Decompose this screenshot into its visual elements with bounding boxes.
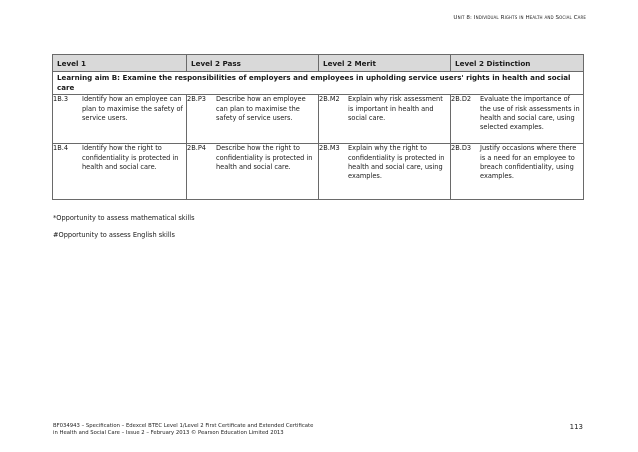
criterion-code: 1B.4 bbox=[53, 144, 69, 153]
criterion-cell bbox=[53, 144, 187, 200]
criterion-cell bbox=[53, 95, 187, 144]
criterion-code: 2B.P4 bbox=[187, 144, 206, 153]
table-row bbox=[53, 144, 584, 200]
criterion-code: 1B.3 bbox=[53, 95, 69, 104]
learning-aim-row bbox=[53, 72, 584, 95]
criterion-text: Explain why risk assessment is important in health and social care. bbox=[348, 95, 443, 122]
criterion-cell bbox=[451, 144, 584, 200]
table-header-row bbox=[53, 55, 584, 72]
criterion-text: Describe how an employee can plan to maximise the safety of service users. bbox=[216, 95, 306, 122]
criterion-cell bbox=[319, 144, 451, 200]
header-level-2-merit: Level 2 Merit bbox=[319, 55, 451, 72]
criterion-text: Identify how an employee can plan to maximise the safety of service users. bbox=[82, 95, 183, 122]
criterion-code: 2B.M3 bbox=[319, 144, 340, 153]
criterion-text: Identify how the right to confidentiality is protected in health and social care. bbox=[82, 144, 179, 171]
grading-criteria-table bbox=[52, 54, 584, 200]
running-head: Unit 8: Individual Rights in Health and Social Care bbox=[453, 15, 586, 21]
criterion-cell bbox=[451, 95, 584, 144]
criterion-text: Describe how the right to confidentiality is protected in health and social care. bbox=[216, 144, 313, 171]
criterion-code: 2B.P3 bbox=[187, 95, 206, 104]
criterion-code: 2B.D3 bbox=[451, 144, 472, 153]
footer bbox=[53, 423, 313, 438]
note-maths-skills: *Opportunity to assess mathematical skills bbox=[53, 214, 195, 222]
page-number: 113 bbox=[569, 423, 583, 431]
criterion-cell bbox=[187, 144, 319, 200]
table-row bbox=[53, 95, 584, 144]
header-level-2-pass: Level 2 Pass bbox=[187, 55, 319, 72]
criterion-cell bbox=[187, 95, 319, 144]
criterion-text: Explain why the right to confidentiality is protected in health and social care, using examples. bbox=[348, 144, 445, 180]
note-english-skills: #Opportunity to assess English skills bbox=[53, 231, 175, 239]
footer-line-1: BF034943 – Specification – Edexcel BTEC Level 1/Level 2 First Certificate and Extended Certificate bbox=[53, 423, 314, 429]
header-level-2-distinction: Level 2 Distinction bbox=[451, 55, 584, 72]
criterion-code: 2B.D2 bbox=[451, 95, 472, 104]
header-level-1: Level 1 bbox=[53, 55, 187, 72]
footer-line-2: in Health and Social Care – Issue 2 – February 2013 © Pearson Education Limited 2013 bbox=[53, 430, 284, 437]
criterion-text: Evaluate the importance of the use of risk assessments in health and social care, using selected examples. bbox=[480, 95, 580, 131]
criterion-text: Justify occasions where there is a need for an employee to breach confidentiality, using examples. bbox=[480, 144, 577, 180]
criterion-cell bbox=[319, 95, 451, 144]
criterion-code: 2B.M2 bbox=[319, 95, 340, 104]
learning-aim: Learning aim B: Examine the responsibilities of employers and employees in upholding service users' rights in health and social care bbox=[53, 72, 584, 95]
